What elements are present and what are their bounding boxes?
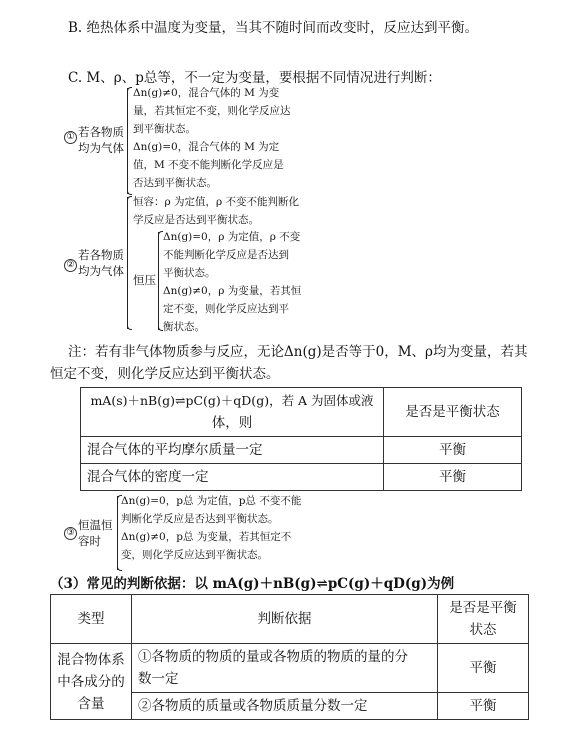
case-1-line: Δn(g)≠0，混合气体的 M 为变 [133, 87, 280, 99]
table-1-header-left [81, 388, 384, 437]
table-2-header-result-line: 状态 [469, 622, 497, 638]
case-2-brace [127, 197, 128, 329]
table-2-header-result-line: 是否是平衡 [449, 600, 517, 616]
case-1-line: 到平衡状态。 [133, 123, 196, 135]
table-row [81, 464, 522, 491]
case-3-line: Δn(g)=0，p总 为定值，p总 不变不能 [121, 495, 302, 507]
case-1-line: 量，若其恒定不变，则化学反应达 [133, 105, 291, 117]
table-1-header-row [81, 388, 522, 437]
case-2-hengrong-line: 恒容：ρ 为定值，ρ 不变不能判断化 [133, 196, 300, 208]
case-3-line: Δn(g)≠0，p总 为变量，若其恒定不 [121, 531, 292, 543]
table-2-basis [132, 644, 438, 693]
case-2-label [78, 247, 124, 279]
case-3-label-line-2: 容时 [78, 534, 101, 548]
table-2-result: 平衡 [438, 693, 529, 720]
case-1-brace [127, 88, 128, 194]
table-2-basis: ②各物质的质量或各物质质量分数一定 [132, 693, 438, 720]
table-1-cell-item: 混合气体的平均摩尔质量一定 [81, 437, 384, 464]
table-2-header-basis: 判断依据 [132, 595, 438, 644]
table-2-result: 平衡 [438, 644, 529, 693]
case-2-hengya-line: 定不变，则化学反应达到平 [163, 303, 289, 315]
table-1-header-left-line: 体，则 [211, 415, 253, 431]
note-line-1: 注：若有非气体物质参与反应，无论Δn(g)是否等于0，M、ρ均为变量，若其 [68, 344, 528, 360]
case-2-hengya-lines [163, 228, 301, 336]
case-3-line: 判断化学反应是否达到平衡状态。 [121, 513, 279, 525]
table-2-category-line: 混合物体系 [57, 651, 125, 668]
case-2-hengya-label: 恒压 [133, 273, 156, 287]
case-1-lines [133, 84, 291, 192]
case-2-number: ② [64, 259, 77, 272]
case-3-number: ③ [64, 527, 77, 540]
case-2-label-line-1: 若各物质 [78, 248, 124, 262]
option-c-text: C. M、ρ、p总等，不一定为变量，要根据不同情况进行判断： [68, 70, 441, 86]
table-1-cell-result: 平衡 [384, 437, 522, 464]
case-2-label-line-2: 均为气体 [78, 264, 124, 278]
table-1-cell-item: 混合气体的密度一定 [81, 464, 384, 491]
case-2-hengya-line: Δn(g)≠0，ρ 为变量，若其恒 [163, 285, 302, 297]
case-2-hengya-brace [158, 232, 159, 330]
case-3-label-line-1: 恒温恒 [78, 518, 113, 532]
case-1-label-line-1: 若各物质 [78, 125, 124, 139]
section-3-heading: （3）常见的判断依据：以 mA(g)＋nB(g)⇌pC(g)＋qD(g)为例 [50, 576, 455, 592]
case-2-hengya-line: 平衡状态。 [163, 267, 216, 279]
table-1-header-left-line: mA(s)＋nB(g)⇌pC(g)＋qD(g)，若 A 为固体或液 [90, 393, 374, 408]
option-b-text: B. 绝热体系中温度为变量，当其不随时间而改变时，反应达到平衡。 [68, 20, 479, 36]
table-2-category-line: 含量 [77, 695, 105, 712]
table-2-header-type: 类型 [51, 595, 132, 644]
case-3-label [78, 517, 113, 549]
note-line-2: 恒定不变，则化学反应达到平衡状态。 [50, 366, 280, 382]
table-2-basis-line: ①各物质的物质的量或各物质的物质的量的分 [138, 649, 408, 665]
case-1-number: ① [64, 131, 77, 144]
table-row [81, 437, 522, 464]
case-2-hengrong [133, 193, 299, 229]
table-1-header-right: 是否是平衡状态 [384, 388, 522, 437]
case-2-hengya-line: 衡状态。 [163, 321, 205, 333]
case-1-line: 否达到平衡状态。 [133, 177, 217, 189]
case-1-label-line-2: 均为气体 [78, 141, 124, 155]
table-1 [80, 387, 522, 491]
case-3-lines [121, 492, 301, 564]
table-2-category [51, 644, 132, 720]
case-1-label [78, 124, 124, 156]
case-3-line: 变，则化学反应达到平衡状态。 [121, 549, 268, 561]
case-1-line: 值，M 不变不能判断化学反应是 [133, 159, 284, 171]
case-2-hengya-line: 不能判断化学反应是否达到 [163, 249, 289, 261]
table-2 [50, 594, 529, 720]
table-2-basis-line: 数一定 [138, 671, 179, 687]
table-2-header-row [51, 595, 529, 644]
table-1-cell-result: 平衡 [384, 464, 522, 491]
case-1-line: Δn(g)=0，混合气体的 M 为定 [133, 141, 280, 153]
table-row [51, 644, 529, 693]
case-2-hengya-line: Δn(g)=0，ρ 为定值，ρ 不变 [163, 231, 301, 243]
case-3-brace [117, 496, 118, 570]
case-2-hengrong-line: 学反应是否达到平衡状态。 [133, 214, 259, 226]
table-2-header-result [438, 595, 529, 644]
table-2-category-line: 中各成分的 [57, 673, 125, 690]
